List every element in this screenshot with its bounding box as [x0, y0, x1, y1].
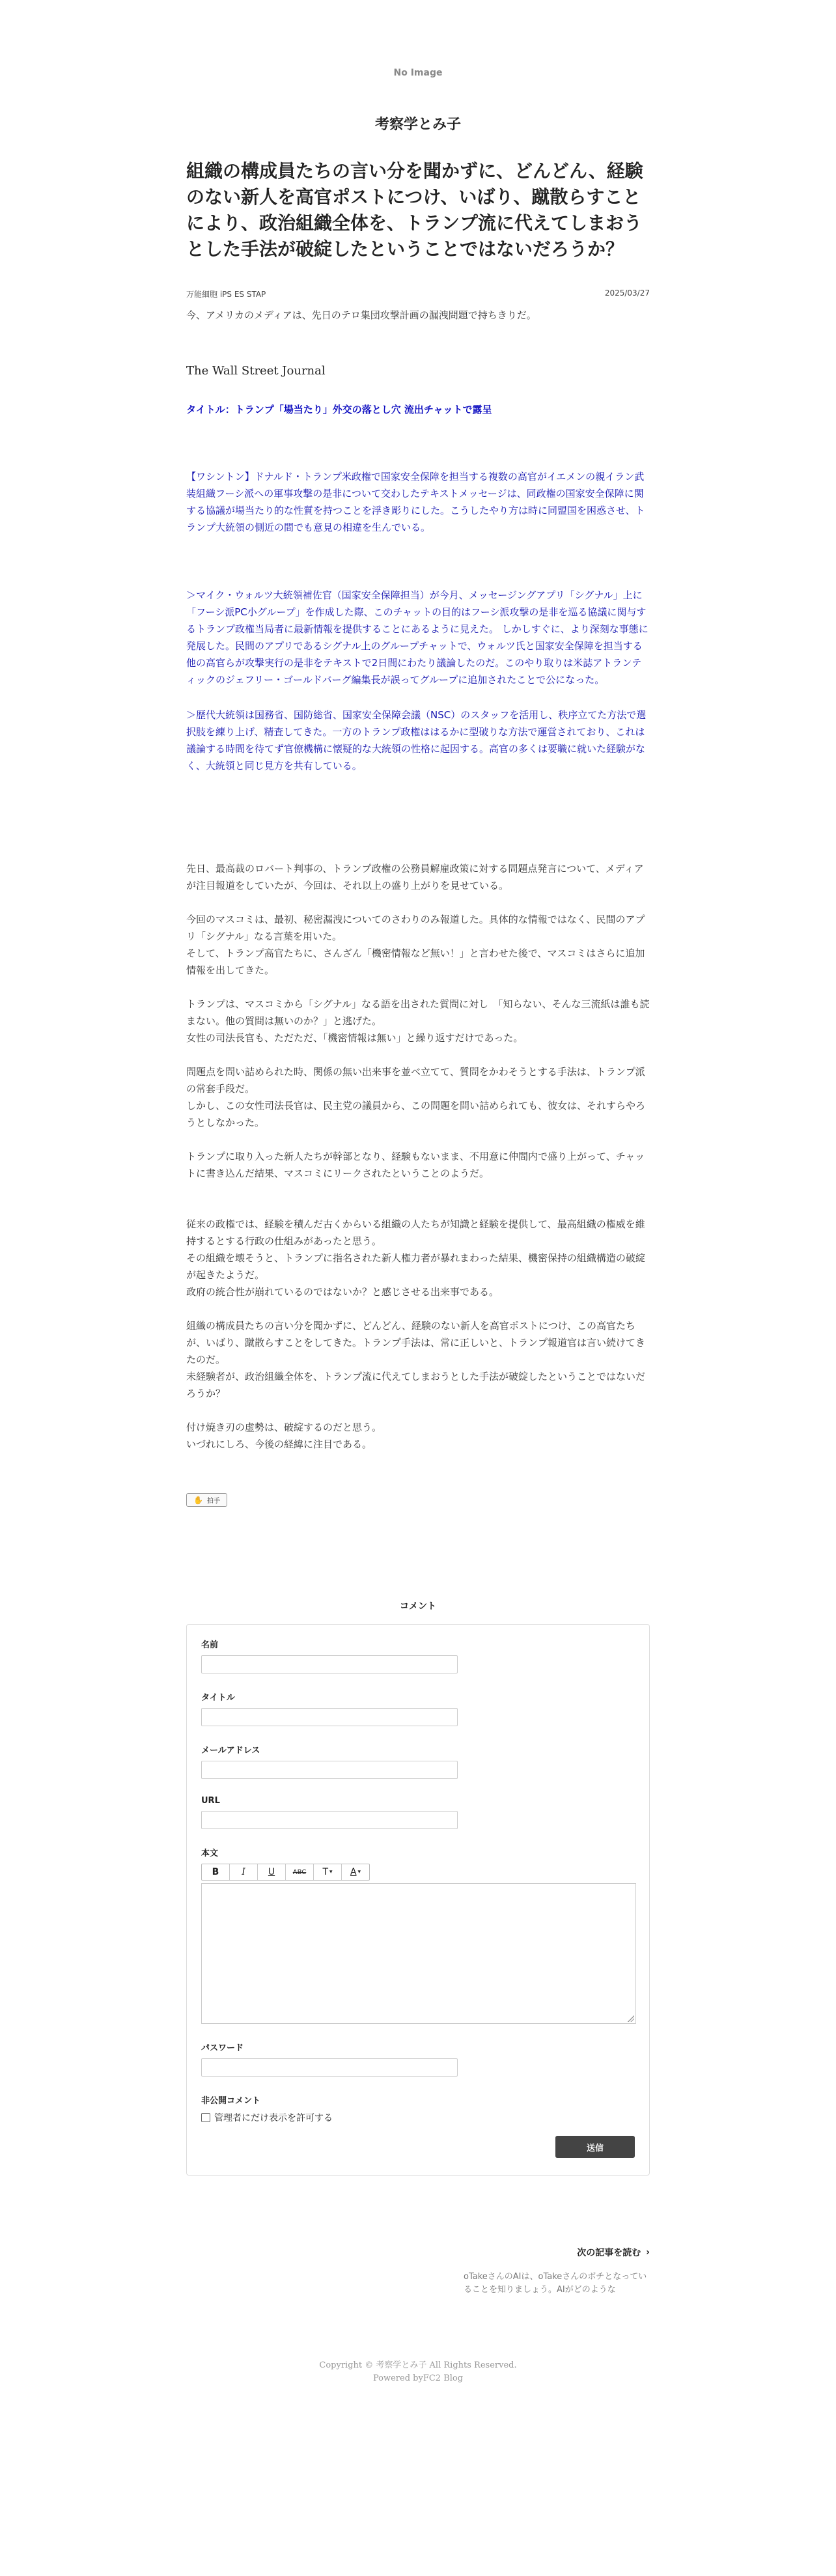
body-field-group — [201, 1846, 635, 2024]
secret-option[interactable] — [201, 2111, 635, 2124]
password-field-group — [201, 2041, 635, 2077]
body-paragraph: 問題点を問い詰められた時、関係の無い出来事を並べ立てて、質問をかわそうとする手法は、トランプ派の常套手段だ。 しかし、この女性司法長官は、民主党の議員から、この問題を問い詰められても、彼女は、それすらやろうとしなかった。 — [186, 1066, 646, 1128]
quote-paragraph-1: 【ワシントン】ドナルド・トランプ米政権で国家安全保障を担当する複数の高官がイエメンの親イラン武装組織フーシ派への軍事攻撃の是非について交わしたテキストメッセージは、同政権の国家安全保障に関する協議が場当たり的な性質を持つことを浮き彫りにした。こうしたやり方は時に同盟国を困惑させ、トランプ大統領の側近の間でも意見の相違を生んでいる。 — [186, 471, 645, 533]
name-field-group — [201, 1638, 635, 1673]
article-category-link[interactable]: 万能細胞 iPS ES STAP — [186, 290, 266, 299]
secret-option-label: 管理者にだけ表示を許可する — [214, 2113, 333, 2123]
quoted-headline-text: トランプ「場当たり」外交の落とし穴 流出チャットで露呈 — [234, 404, 492, 415]
footer — [186, 2359, 650, 2385]
email-field-group — [201, 1743, 635, 1779]
subject-label: タイトル — [201, 1693, 235, 1703]
next-article-excerpt[interactable]: oTakeさんのAIは、oTakeさんのボチとなっていることを知りましょう。AIがどのような — [464, 2272, 647, 2295]
name-label: 名前 — [201, 1640, 219, 1650]
underline-button[interactable]: U — [258, 1864, 286, 1880]
resize-handle-icon[interactable] — [628, 2015, 634, 2022]
color-dropdown[interactable] — [342, 1864, 369, 1880]
comment-form — [186, 1624, 650, 2176]
url-input[interactable] — [201, 1811, 458, 1829]
chevron-down-icon: ▾ — [329, 1869, 333, 1875]
password-input[interactable] — [201, 2058, 458, 2077]
body-paragraph: 今回のマスコミは、最初、秘密漏洩についてのさわりのみ報道した。具体的な情報ではなく、民間のアプリ「シグナル」なる言葉を用いた。 そして、トランプ高官たちに、さんざん「機密情報など無い！」と言わせた後で、マスコミはさらに追加情報を出してきた。 — [186, 914, 645, 976]
article-date: 2025/03/27 — [604, 288, 650, 298]
secret-checkbox[interactable] — [201, 2113, 210, 2122]
body-paragraph: トランプに取り入った新人たちが幹部となり、経験もないまま、不用意に仲間内で盛り上がって、チャットに書き込んだ結果、マスコミにリークされたということのようだ。 — [186, 1151, 645, 1179]
email-label: メールアドレス — [201, 1746, 260, 1756]
email-input[interactable] — [201, 1761, 458, 1779]
subject-input[interactable] — [201, 1708, 458, 1726]
secret-label: 非公開コメント — [201, 2096, 261, 2106]
footer-copyright: Copyright © 考察学とみ子 All Rights Reserved. — [319, 2360, 517, 2370]
comment-body-textarea[interactable] — [201, 1883, 636, 2024]
body-paragraph: 従来の政権では、経験を積んだ古くからいる組織の人たちが知識と経験を提供して、最高組織の権威を維持するとする行政の仕組みがあったと思う。 その組織を壊そうと、トランプに指名された新人権力者が暴れまわった結果、機密保持の組織構造の破綻が起きたようだ。 政府の統合性が崩れているのではないか？と感じさせる出来事である。 — [186, 1218, 645, 1298]
subject-field-group — [201, 1690, 635, 1726]
url-label: URL — [201, 1796, 220, 1806]
secret-field-group — [201, 2093, 635, 2124]
body-paragraph: 付け焼き刃の虚勢は、破綻するのだと思う。 いづれにしろ、今後の経緯に注目である。 — [186, 1421, 382, 1450]
blog-title[interactable]: 考察学とみ子 — [374, 117, 461, 133]
url-field-group — [201, 1796, 635, 1829]
chevron-right-icon: › — [646, 2247, 650, 2258]
submit-button[interactable]: 送信 — [555, 2136, 635, 2158]
footer-powered-by[interactable]: Powered byFC2 Blog — [372, 2373, 464, 2383]
clap-label: 拍手 — [206, 1498, 220, 1505]
next-article-label: 次の記事を読む — [577, 2248, 641, 2258]
article-lead: 今、アメリカのメディアは、先日のテロ集団攻撃計画の漏洩問題で持ちきりだ。 — [186, 309, 536, 321]
source-name: The Wall Street Journal — [186, 364, 326, 378]
article-meta — [186, 288, 650, 300]
strikethrough-button[interactable]: ABC — [286, 1864, 314, 1880]
next-article-link[interactable] — [577, 2246, 650, 2259]
body-paragraph: トランプは、マスコミから「シグナル」なる語を出された質問に対し 「知らない、そんな三流紙は誰も読まない。他の質問は無いのか？」と逃げた。 女性の司法長官も、ただただ、「機密情報は無い」と繰り返すだけであった。 — [186, 998, 650, 1044]
article-title: 組織の構成員たちの言い分を聞かずに、どんどん、経験のない新人を高官ポストにつけ、いばり、蹴散らすことにより、政治組織全体を、トランプ流に代えてしまおうとした手法が破綻したということではないだろうか？ — [186, 160, 643, 260]
quoted-headline — [186, 402, 650, 416]
body-paragraph: 組織の構成員たちの言い分を聞かずに、どんどん、経験のない新人を高官ポストにつけ、この高官たちが、いばり、蹴散らすことをしてきた。トランプ手法は、常に正しいと、トランプ報道官は言い続けてきたのだ。 未経験者が、政治組織全体を、トランプ流に代えてしまおうとした手法が破綻したということではないだろうか？ — [186, 1320, 646, 1399]
password-label: パスワード — [201, 2043, 244, 2053]
quote-paragraph-2: ＞マイク・ウォルツ大統領補佐官（国家安全保障担当）が今月、メッセージングアプリ「シグナル」上に「フーシ派PC小グループ」を作成した際、このチャットの目的はフーシ派攻撃の是非を巡る協議に関与するトランプ政権当局者に最新情報を提供することにあるように見えた。 しかしすぐに、より深刻な事態に発展した。民間のアプリであるシグナル上のグループチャットで、ウォルツ氏と国家安全保障を担当する他の高官らが攻撃実行の是非をテキストで2日間にわたり議論したのだ。このやり取りは米誌アトランティックのジェフリー・ゴールドバーグ編集長が誤ってグループに追加されたことで公になった。 — [186, 589, 648, 686]
hero-image-placeholder: No Image — [393, 68, 443, 78]
italic-button[interactable]: I — [230, 1864, 258, 1880]
submit-row — [201, 2136, 635, 2158]
clap-icon: ✋ — [193, 1495, 203, 1505]
quoted-headline-prefix: タイトル： — [186, 404, 235, 415]
chevron-down-icon: ▾ — [357, 1869, 361, 1875]
font-size-icon: T — [322, 1867, 329, 1877]
comment-section-title: コメント — [400, 1601, 436, 1612]
bold-button[interactable]: B — [202, 1864, 230, 1880]
next-article — [186, 2246, 650, 2297]
page — [186, 68, 650, 2385]
body-label: 本文 — [201, 1849, 219, 1858]
font-color-icon: A — [350, 1867, 357, 1877]
font-size-dropdown[interactable] — [314, 1864, 342, 1880]
clap-button[interactable] — [186, 1493, 227, 1507]
article-body — [186, 860, 650, 1453]
body-paragraph: 先日、最高裁のロバート判事の、トランプ政権の公務員解雇政策に対する問題点発言について、メディアが注目報道をしていたが、今回は、それ以上の盛り上がりを見せている。 — [186, 863, 644, 891]
quote-paragraph-3: ＞歴代大統領は国務省、国防総省、国家安全保障会議（NSC）のスタッフを活用し、秩序立てた方法で選択肢を練り上げ、精査してきた。一方のトランプ政権ははるかに型破りな方法で運営されており、これは議論する時間を待てず官僚機構に懐疑的な大統領の性格に起因する。高官の多くは要職に就いた経験がなく、大統領と同じ見方を共有している。 — [186, 709, 647, 772]
format-toolbar — [201, 1864, 370, 1881]
name-input[interactable] — [201, 1655, 458, 1673]
